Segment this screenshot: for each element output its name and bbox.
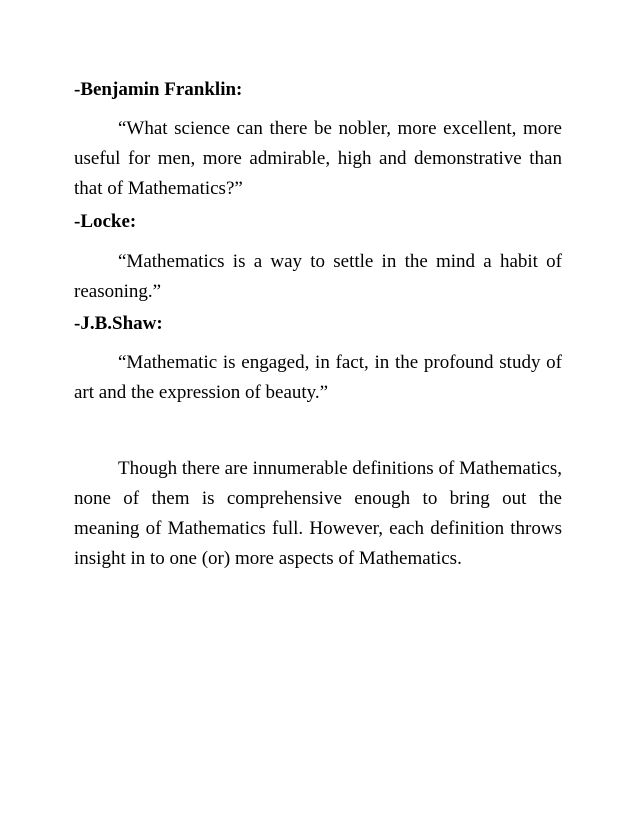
- page-content: [74, 76, 562, 574]
- quote-author-franklin: -Benjamin Franklin:: [74, 79, 243, 100]
- closing-paragraph: Though there are innumerable definitions of Mathematics, none of them is comprehensive enough to bring out the meaning of Mathematics full. However, each definition throws insight in to one (or) more aspects of Mathematics.: [74, 458, 562, 569]
- quote-author-shaw: -J.B.Shaw:: [74, 313, 163, 334]
- quote-text-locke: “Mathematics is a way to settle in the mind a habit of reasoning.”: [74, 251, 562, 302]
- quote-text-franklin: “What science can there be nobler, more excellent, more useful for men, more admirable, high and demonstrative than that of Mathematics?”: [74, 118, 562, 199]
- quote-text-shaw: “Mathematic is engaged, in fact, in the profound study of art and the expression of beauty.”: [74, 352, 562, 403]
- quote-author-locke: -Locke:: [74, 211, 137, 232]
